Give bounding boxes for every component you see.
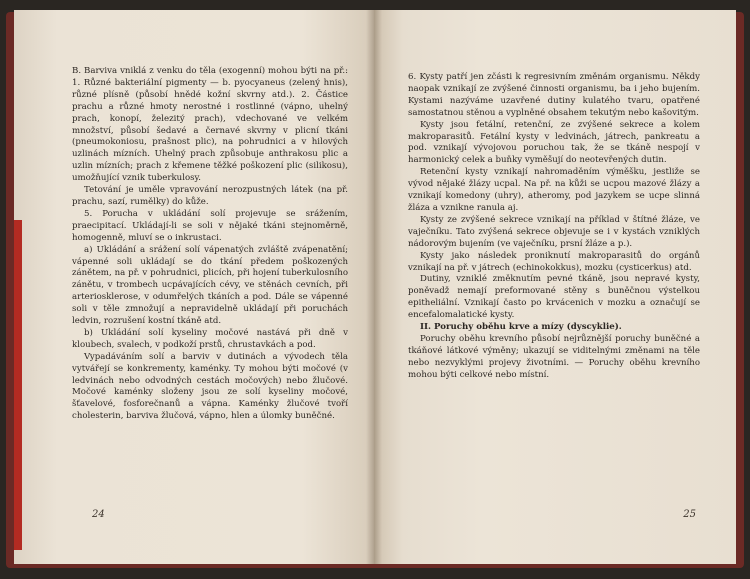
paragraph: Kysty jsou fetální, retenční, ze zvýšené sekrece a kolem makroparasitů. Fetální kysty v ledvinách, játrech, pankreatu a pod. vznikají vývojovou poruchou tak, že se tkáně nespojí v harmonický celek a buňky vyměšují do neotevřených dutin.	[408, 119, 700, 166]
right-page	[374, 10, 736, 564]
paragraph: Kysty jako následek proniknutí makroparasitů do orgánů vznikají na př. v játrech (echinokokkus), mozku (cysticerkus) atd.	[408, 250, 700, 273]
page-number-right: 25	[683, 509, 696, 520]
left-page-text	[72, 66, 348, 423]
open-book	[14, 10, 736, 564]
book-gutter	[366, 10, 382, 564]
paragraph: 6. Kysty patří jen zčásti k regresivním změnám organismu. Někdy naopak vznikají ze zvýšené činnosti organismu, ba i jeho bujením. Kystami nazýváme uzavřené dutiny kulatého tvaru, opatřené samostatnou stěnou a vyplněné obsahem tekutým nebo kašovitým.	[408, 72, 700, 118]
page-number-left: 24	[92, 509, 105, 520]
paragraph: b) Ukládání solí kyseliny močové nastává při dně v kloubech, svalech, v podkoží prstů, chrustavkách a pod.	[72, 327, 348, 350]
right-page-text	[408, 72, 700, 382]
paragraph: Dutiny, vzniklé změknutím pevné tkáně, jsou nepravé kysty, poněvadž nemají preformované stěny s buněčnou výstelkou epitheliální. Vznikají často po krvácenich v mozku a označují se encefalomalatické kysty.	[408, 274, 700, 321]
paragraph: Retenční kysty vznikají nahromaděním výměšku, jestliže se vývod nějaké žlázy ucpal. Na př. na kůži se ucpou mazové žlázy a vznikají komedony (uhry), atheromy, pod jazykem se ucpe slinná žláza a vznikne ranula aj.	[408, 167, 700, 213]
paragraph: B. Barviva vniklá z venku do těla (exogenní) mohou býti na př.: 1. Různé bakteriální pigmenty — b. pyocyaneus (zelený hnis), různé plísně (působí hnědé kožní skvrny atd.). 2. Částice prachu a různé hmoty nerostné i rostlinné (vápno, uhelný prach, konopí, železitý prach), vdechované ve velkém množství, působí šedavé a černavé skvrny v plicní tkáni (pneumokoniosu, prašnost plic), na pohrudnici a v hilových uzlinách mízních. Uhelný prach způsobuje anthrakosu plic a uzlin mízních; prach z křemene těžké poškození plic (silikosu), umožňující vznik tuberkulosy.	[72, 66, 348, 184]
paragraph: Vypadáváním solí a barviv v dutinách a vývodech těla vytvářejí se konkrementy, kaménky. Ty mohou býti močové (v ledvinách nebo odvodných cestách močových) nebo žlučové. Močové kaménky složeny jsou ze solí kyseliny močové, šťavelové, fosforečnanů a vápna. Kaménky žlučové tvoří cholesterin, barviva žlučová, vápno, hlen a úlomky buněčné.	[72, 351, 348, 422]
paragraph: a) Ukládání a srážení solí vápenatých zvláště zvápenatění; vápenné soli ukládají se do tkání předem poškozených zánětem, na př. v pohrudnici, plicích, při hojení tuberkulosního zánětu, v trombech ucpávajících cévy, ve stěnách cevních, při arteriosklerose, v odumřelých tkáních a pod. Dále se vápenné soli v těle zmnožují a nepravidelně ukládají při poruchách ledvin, rozrušení kostní tkáně atd.	[72, 244, 348, 327]
left-page	[14, 10, 374, 564]
paragraph: Poruchy oběhu krevního působí nejrůznější poruchy buněčné a tkáňové látkové výměny; ukazují se viditelnými změnami na těle nebo nezvyklými projevy životními. — Poruchy oběhu krevního mohou býti celkové nebo místní.	[408, 333, 700, 380]
page-edge-marker	[14, 220, 22, 550]
paragraph: 5. Porucha v ukládání solí projevuje se srážením, praecipitací. Ukládají-li se soli v nějaké tkáni stejnoměrně, homogenně, mluví se o inkrustaci.	[72, 208, 348, 243]
paragraph: Kysty ze zvýšené sekrece vznikají na příklad v štítné žláze, ve vaječníku. Tato zvýšená sekrece objevuje se i v kystách vzniklých nádorovým bujením (ve vaječníku, prsní žláze a p.).	[408, 214, 700, 249]
paragraph: Tetování je uměle vpravování nerozpustných látek (na př. prachu, sazí, rumělky) do kůže.	[72, 185, 348, 207]
section-heading: II. Poruchy oběhu krve a mízy (dyscyklie).	[420, 322, 622, 333]
